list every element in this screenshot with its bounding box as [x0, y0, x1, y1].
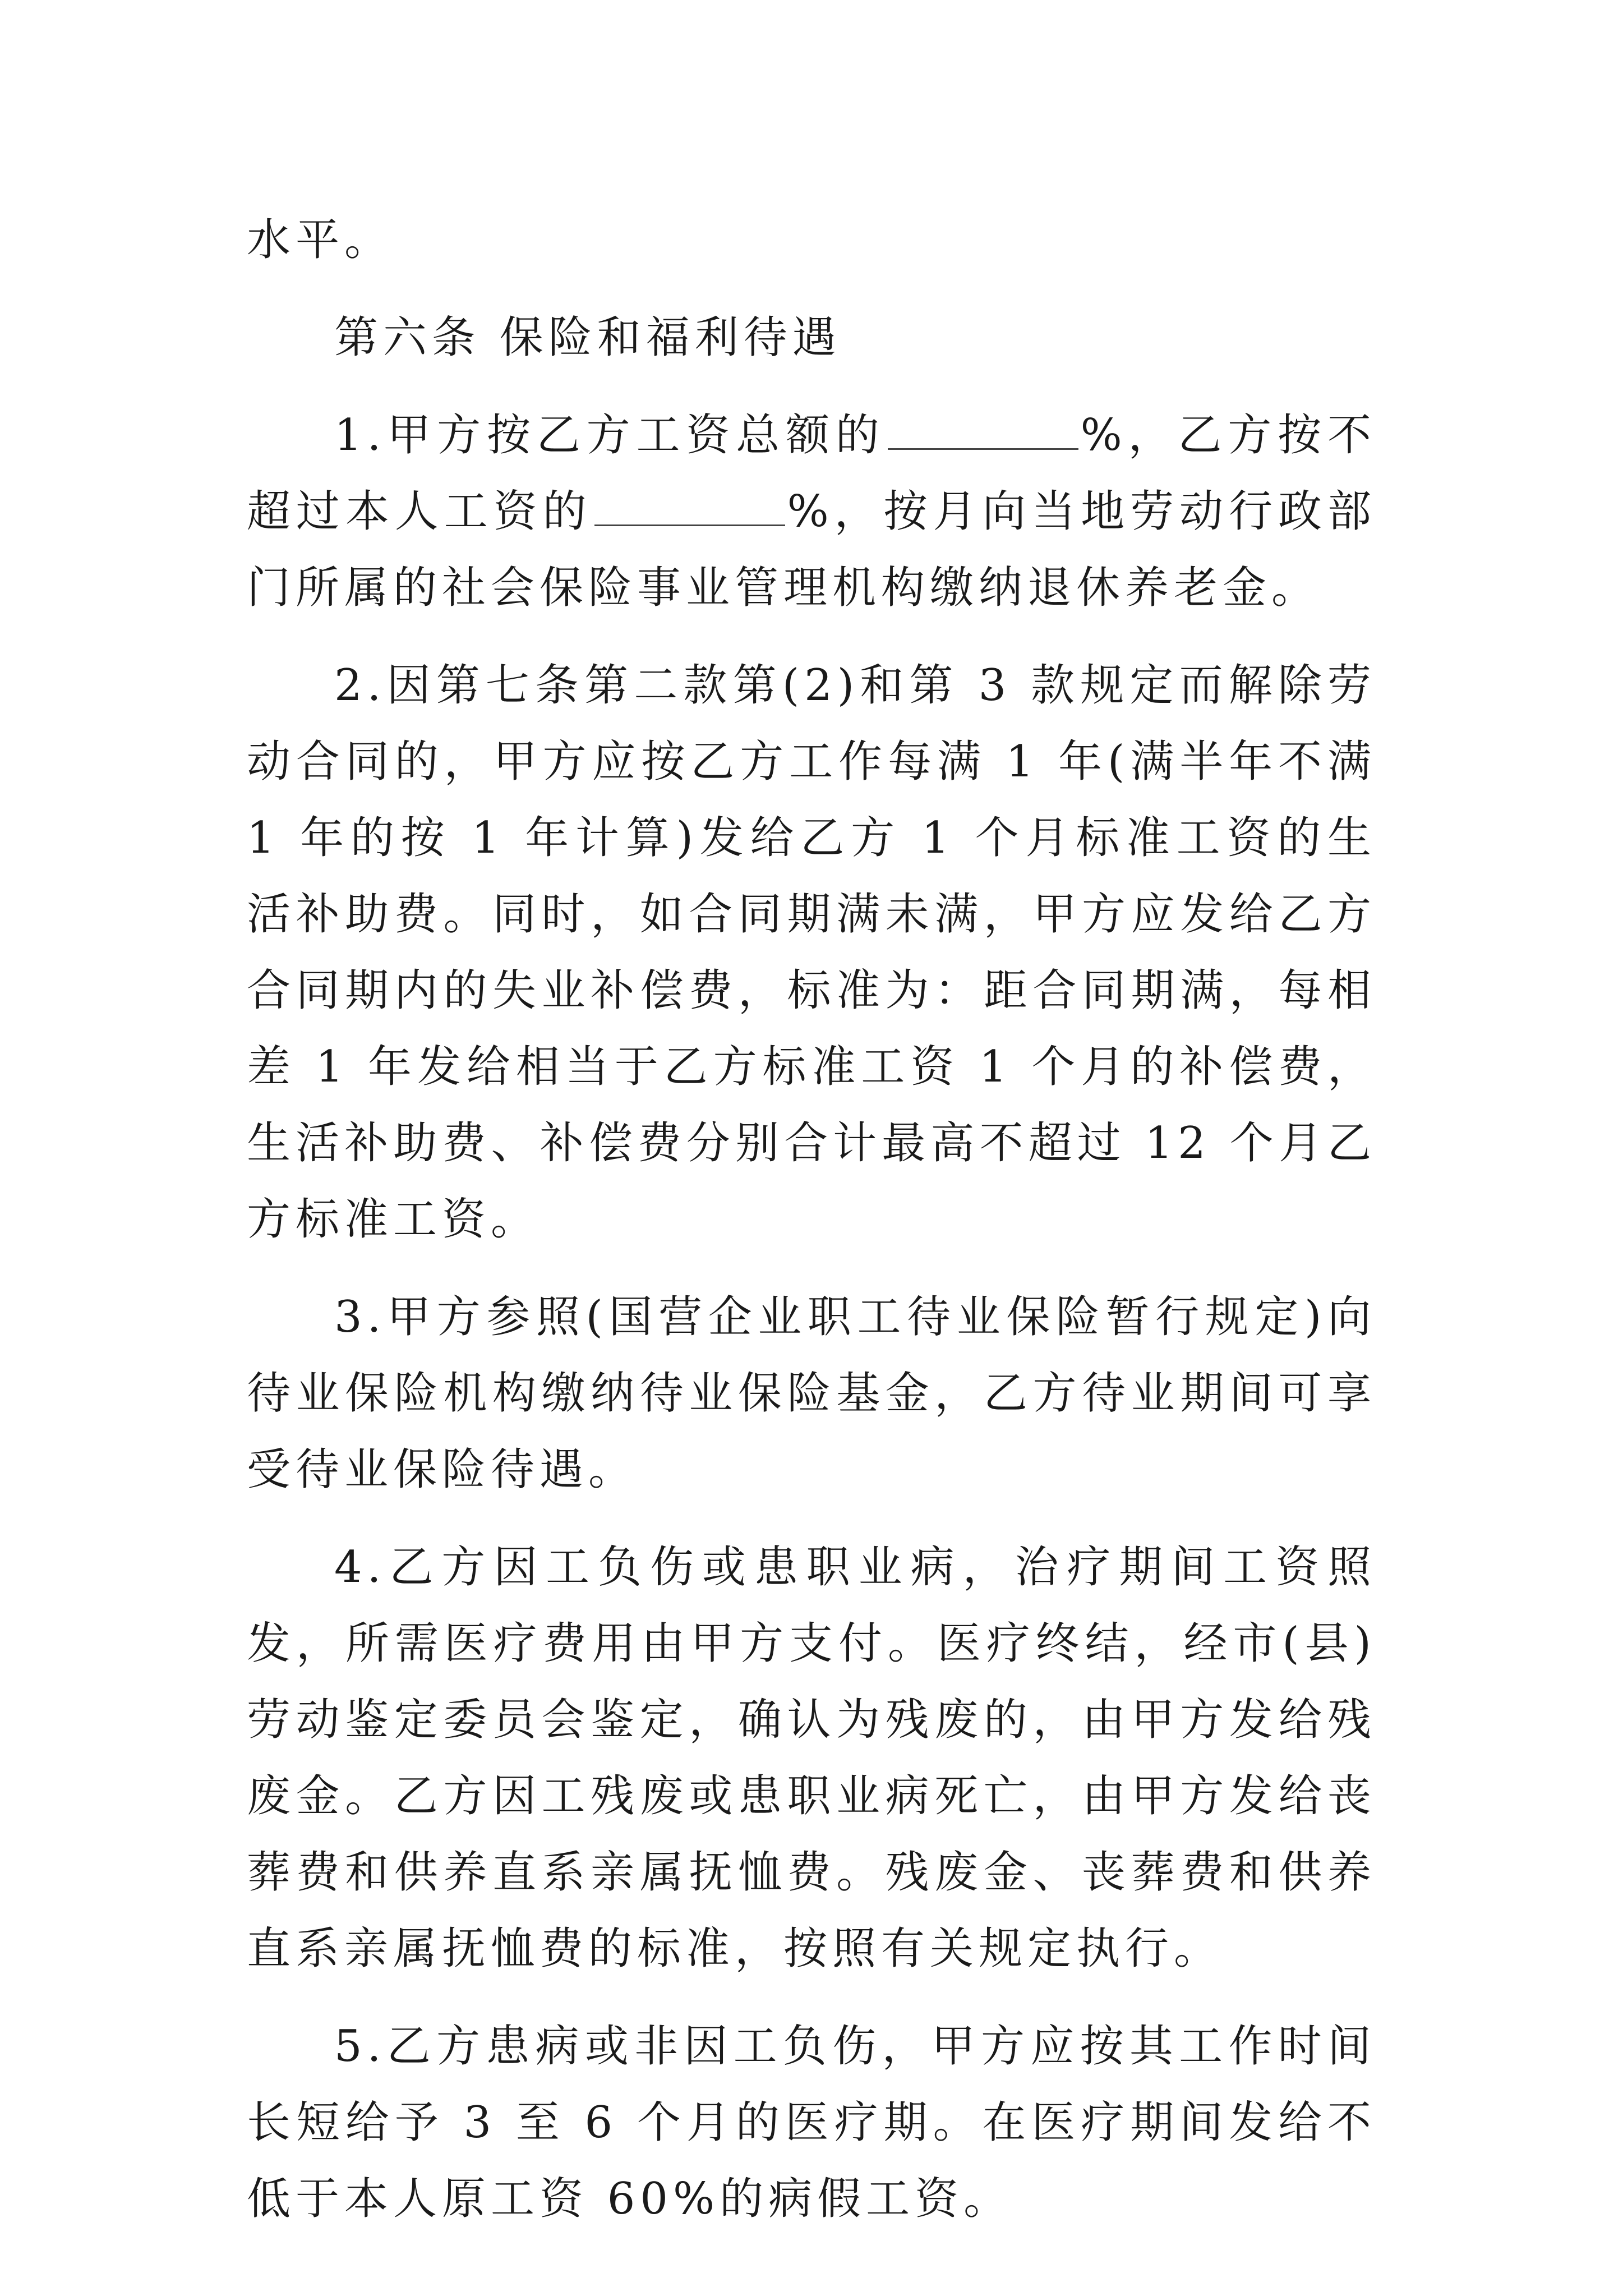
article-title: 第六条 保险和福利待遇 — [334, 312, 841, 363]
percentage-blank-2 — [594, 478, 785, 526]
clause-4: 4.乙方因工负伤或患职业病，治疗期间工资照发，所需医疗费用由甲方支付。医疗终结，经市(县)劳动鉴定委员会鉴定，确认为残废的，由甲方发给残废金。乙方因工残废或患职业病死亡，由甲方发给丧葬费和供养直系亲属抚恤费。残废金、丧葬费和供养直系亲属抚恤费的标准，按照有关规定执行。 — [247, 1542, 1376, 1974]
clause-1-part-2: %，乙方按不超过本人工资的 — [247, 410, 1376, 537]
clause-5: 5.乙方患病或非因工负伤，甲方应按其工作时间长短给予 3 至 6 个月的医疗期。在医疗期间发给不低于本人原工资 60%的病假工资。 — [247, 2021, 1376, 2224]
clause-3: 3.甲方参照(国营企业职工待业保险暂行规定)向待业保险机构缴纳待业保险基金，乙方待业期间可享受待业保险待遇。 — [247, 1292, 1376, 1495]
clause-2: 2.因第七条第二款第(2)和第 3 款规定而解除劳动合同的，甲方应按乙方工作每满 1 年(满半年不满 1 年的按 1 年计算)发给乙方 1 个月标准工资的生活补助费。同时，如合同期满未满，甲方应发给乙方合同期内的失业补偿费，标准为：距合同期满，每相差 1 年发给相当于乙方标准工资 1 个月的补偿费，生活补助费、补偿费分别合计最高不超过 12 个月乙方标准工资。 — [247, 660, 1376, 1245]
clause-1-part-3: %，按月向当地劳动行政部门所属的社会保险事业管理机构缴纳退休养老金。 — [247, 486, 1376, 613]
document-body — [247, 202, 1376, 2258]
clause-1-part-1: 1.甲方按乙方工资总额的 — [334, 410, 886, 461]
carry-over-text: 水平。 — [247, 215, 394, 265]
percentage-blank-1 — [888, 402, 1078, 450]
clause-1 — [247, 397, 1376, 626]
